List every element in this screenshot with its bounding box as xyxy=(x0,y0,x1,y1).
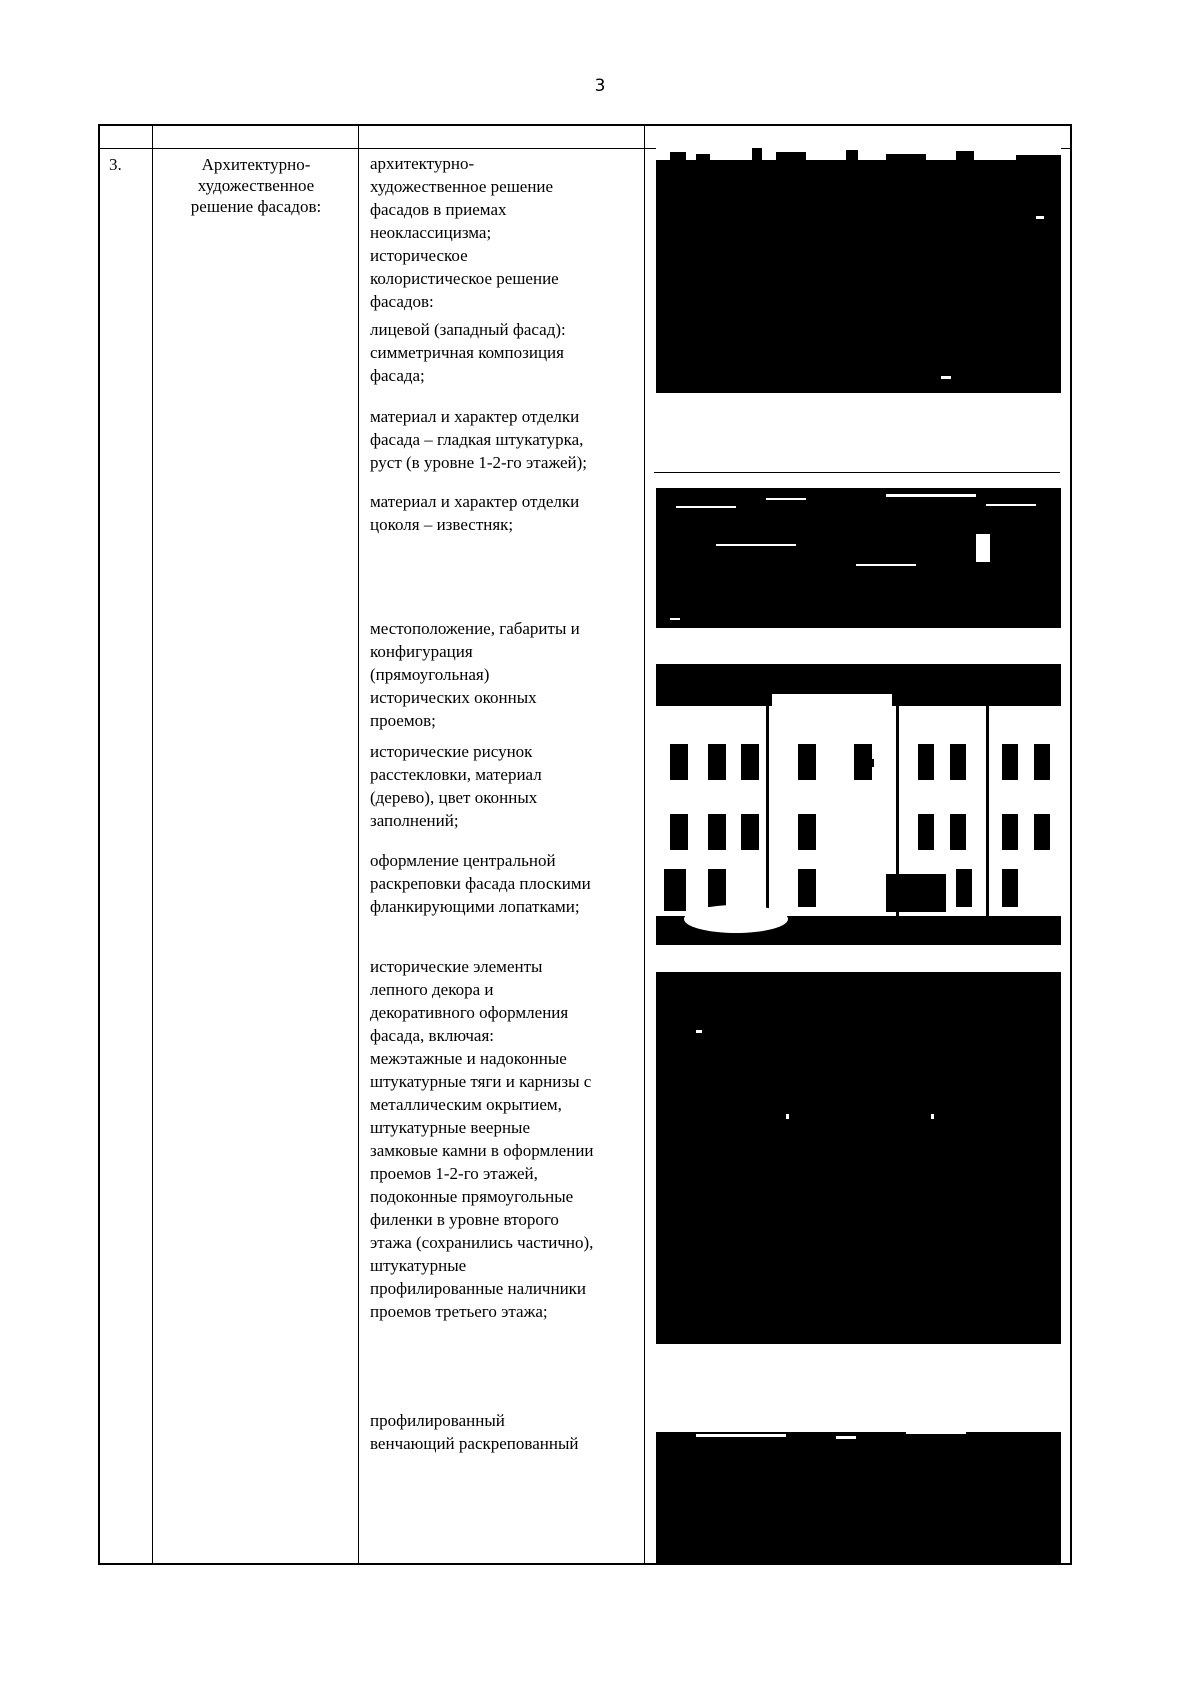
row-number: 3. xyxy=(109,155,122,174)
description-line: металлическим окрытием, xyxy=(370,1095,562,1114)
description-line: неоклассицизма; xyxy=(370,223,492,242)
description-line: филенки в уровне второго xyxy=(370,1210,559,1229)
description-line: художественное решение xyxy=(370,177,554,196)
description-line: межэтажные и надоконные xyxy=(370,1049,567,1068)
description-line: штукатурные xyxy=(370,1256,467,1275)
description-line: материал и характер отделки xyxy=(370,407,580,426)
description-line: раскреповки фасада плоскими xyxy=(370,874,591,893)
description-finish xyxy=(370,405,632,474)
description-line: лепного декора и xyxy=(370,980,494,999)
description-openings xyxy=(370,617,632,732)
description-line: исторические элементы xyxy=(370,957,543,976)
description-line: архитектурно- xyxy=(370,154,475,173)
description-line: колористическое решение xyxy=(370,269,559,288)
description-line: этажа (сохранились частично), xyxy=(370,1233,594,1252)
description-line: оформление центральной xyxy=(370,851,556,870)
description-line: фланкирующими лопатками; xyxy=(370,897,580,916)
description-line: местоположение, габариты и xyxy=(370,619,580,638)
description-line: историческое xyxy=(370,246,468,265)
description-line: цоколя – известняк; xyxy=(370,515,514,534)
page-number: 3 xyxy=(594,76,606,96)
element-name xyxy=(154,154,358,217)
description-line: руст (в уровне 1-2-го этажей); xyxy=(370,453,588,472)
description-line: штукатурные тяги и карнизы с xyxy=(370,1072,592,1091)
description-line: лицевой (западный фасад): xyxy=(370,320,566,339)
description-line: замковые камни в оформлении xyxy=(370,1141,594,1160)
element-name-line: художественное xyxy=(197,176,315,195)
description-line: фасада; xyxy=(370,366,425,385)
description-line: декоративного оформления xyxy=(370,1003,569,1022)
description-line: расстекловки, материал xyxy=(370,765,542,784)
column-divider xyxy=(644,126,645,1563)
table xyxy=(98,124,1072,1565)
description-line: симметричная композиция xyxy=(370,343,564,362)
description-glazing xyxy=(370,740,632,832)
description-central-projection xyxy=(370,849,632,918)
element-name-line: решение фасадов: xyxy=(190,197,322,216)
description-line: проемов третьего этажа; xyxy=(370,1302,548,1321)
description-line: конфигурация xyxy=(370,642,473,661)
description-line: проемов; xyxy=(370,711,436,730)
facade-photo xyxy=(656,484,1061,628)
column-divider xyxy=(152,126,153,1563)
description-line: профилированный xyxy=(370,1411,505,1430)
description-line: фасадов: xyxy=(370,292,434,311)
description-line: профилированные наличники xyxy=(370,1279,587,1298)
description-line: проемов 1-2-го этажей, xyxy=(370,1164,538,1183)
description-line: исторических оконных xyxy=(370,688,537,707)
description-line: венчающий раскрепованный xyxy=(370,1434,579,1453)
column-divider xyxy=(358,126,359,1563)
description-line: штукатурные веерные xyxy=(370,1118,531,1137)
description-west-facade xyxy=(370,318,632,387)
facade-photo xyxy=(656,1428,1061,1565)
description-line: подоконные прямоугольные xyxy=(370,1187,574,1206)
facade-photo xyxy=(656,146,1061,393)
description-line: (дерево), цвет оконных xyxy=(370,788,538,807)
description-cornice xyxy=(370,1409,632,1455)
description-line: фасада – гладкая штукатурка, xyxy=(370,430,584,449)
facade-photo xyxy=(656,972,1061,1344)
description-line: фасада, включая: xyxy=(370,1026,495,1045)
description-plinth xyxy=(370,490,632,536)
description-line: исторические рисунок xyxy=(370,742,533,761)
description-line: (прямоугольная) xyxy=(370,665,490,684)
description-neoclassicism xyxy=(370,152,632,313)
element-name-line: Архитектурно- xyxy=(201,155,311,174)
description-decor xyxy=(370,955,632,1323)
photo-separator-line xyxy=(654,472,1060,473)
description-line: материал и характер отделки xyxy=(370,492,580,511)
description-line: фасадов в приемах xyxy=(370,200,507,219)
description-line: заполнений; xyxy=(370,811,459,830)
facade-photo xyxy=(656,664,1061,945)
